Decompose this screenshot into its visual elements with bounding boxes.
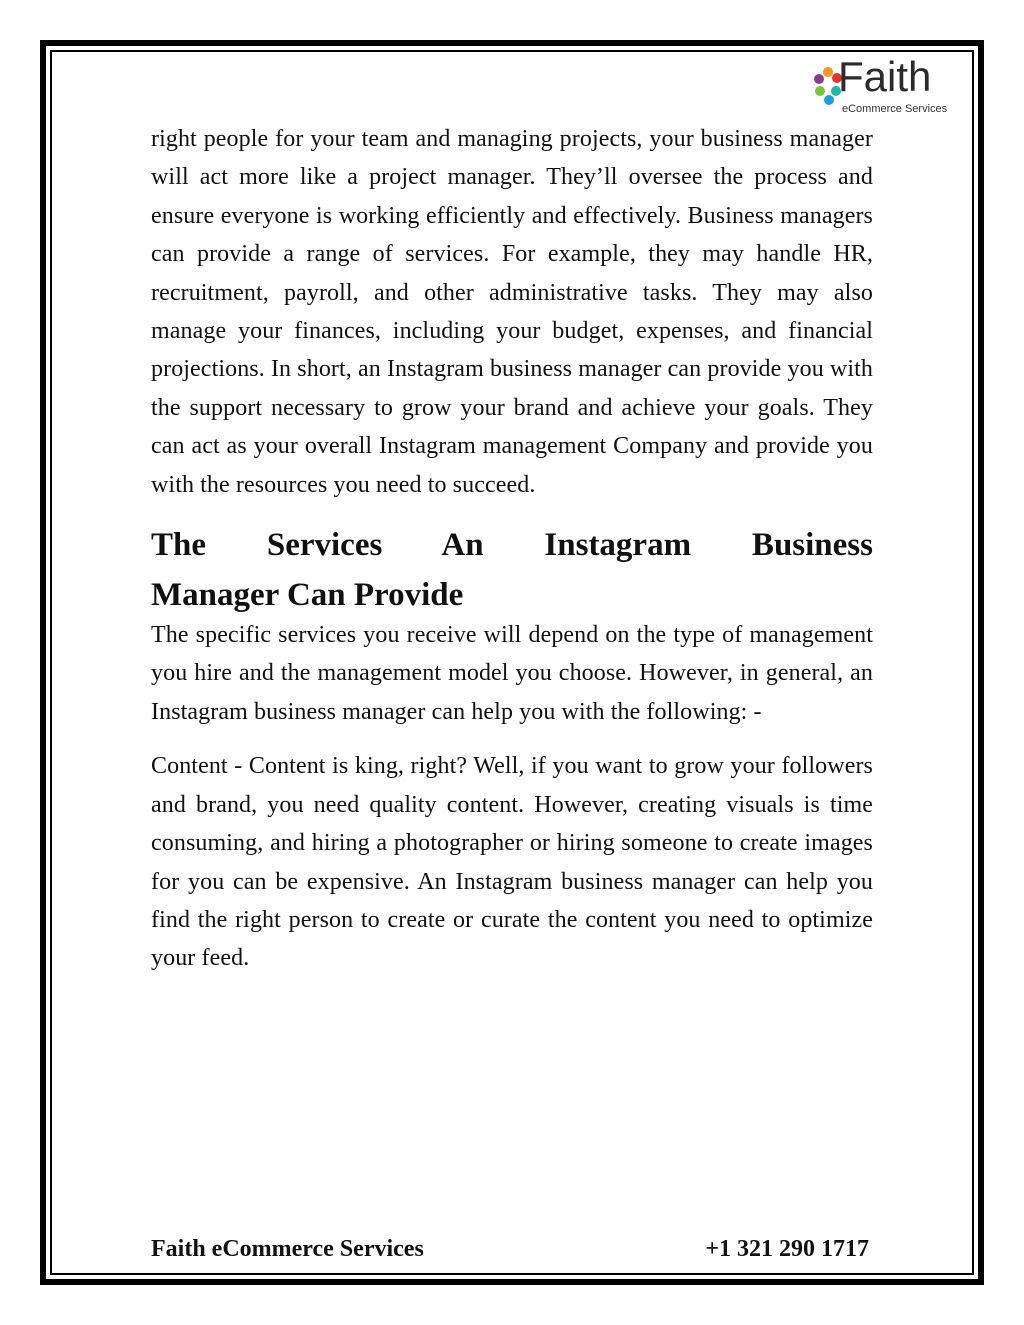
content-paragraph: Content - Content is king, right? Well, if you want to grow your followers and brand, you need quality content. However, creating visuals is time consuming, and hiring a photographer or hiring someone to create images for you can be expensive. An Instagram business manager can help you find the right person to create or curate the content you need to optimize your feed. [151, 753, 873, 972]
footer-company: Faith eCommerce Services [151, 1236, 424, 1262]
logo-tagline: eCommerce Services [842, 103, 948, 115]
footer-phone: +1 321 290 1717 [705, 1236, 869, 1262]
page-footer [151, 1236, 869, 1263]
document-body [151, 120, 873, 978]
section-heading-line-1: The Services An Instagram Business [151, 527, 873, 564]
section-heading [151, 520, 873, 620]
logo-wordmark: Faith [838, 53, 932, 100]
intro-paragraph: right people for your team and managing projects, your business manager will act more like a project manager. They’ll oversee the process and ensure everyone is working efficiently and effectively. Business managers can provide a range of services. For example, they may handle HR, recruitment, payroll, and other administrative tasks. They may also manage your finances, including your budget, expenses, and financial projections. In short, an Instagram business manager can provide you with the support necessary to grow your brand and achieve your goals. They can act as your overall Instagram management Company and provide you with the resources you need to succeed. [151, 126, 873, 498]
section-heading-line-2: Manager Can Provide [151, 577, 464, 614]
services-intro-paragraph: The specific services you receive will depend on the type of management you hire and the management model you choose. However, in general, an Instagram business manager can help you with the following: - [151, 622, 873, 725]
